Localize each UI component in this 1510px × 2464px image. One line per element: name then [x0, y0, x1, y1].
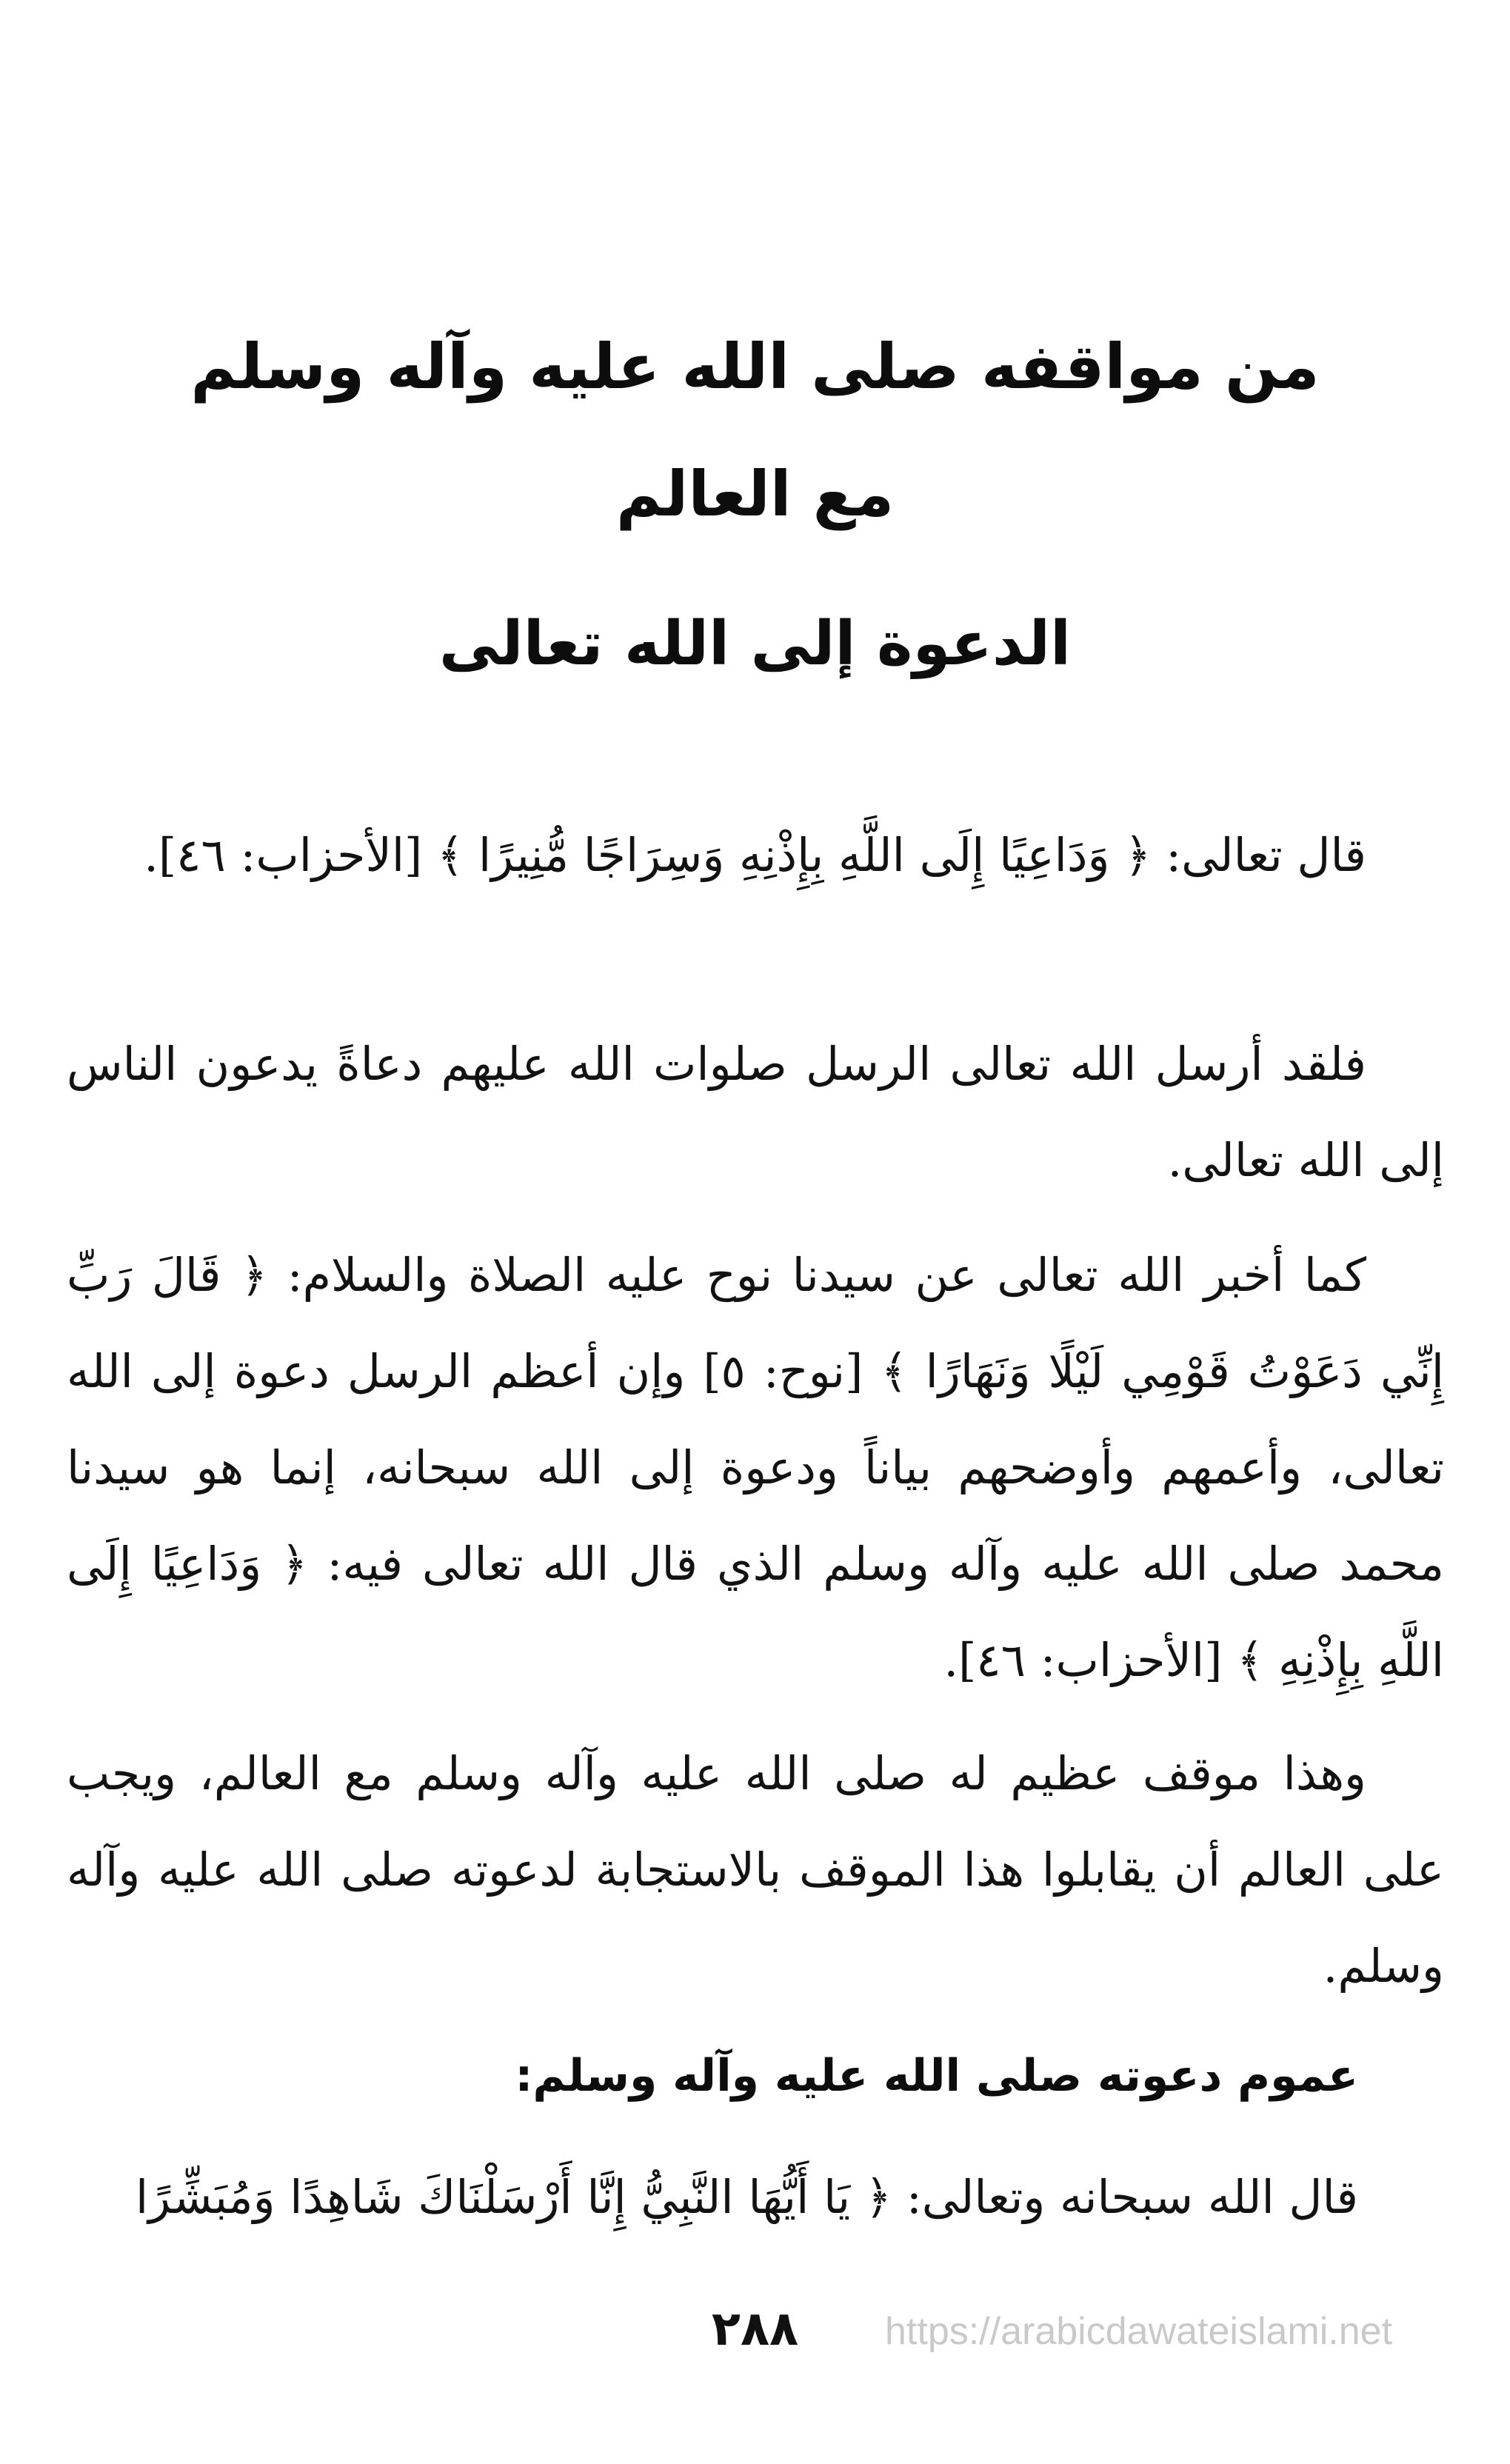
section-heading-general-call: عموم دعوته صلى الله عليه وآله وسلم:	[515, 2050, 1358, 2102]
quran-verse-ya-ayyuha-nabi: ﴿ يَا أَيُّهَا النَّبِيُّ إِنَّا أَرْسَلْنَاكَ شَاهِدًا وَمُبَشِّرًا	[135, 2170, 892, 2224]
chapter-title-line-2: مع العالم	[615, 458, 895, 530]
chapter-title-line-1: من مواقفه صلى الله عليه وآله وسلم	[190, 330, 1320, 403]
section-subtitle: الدعوة إلى الله تعالى	[438, 609, 1072, 679]
quran-verse-ahzab: ﴿ وَدَاعِيًا إِلَى اللَّهِ بِإِذْنِهِ وَسِرَاجًا مُّنِيرًا ﴾	[436, 828, 1152, 882]
quran-verse-ahzab-short: ﴿ وَدَاعِيًا إِلَى اللَّهِ بِإِذْنِهِ ﴾	[67, 1537, 1444, 1687]
paragraph-1-lead: قال تعالى:	[1151, 828, 1366, 882]
paragraph-2: فلقد أرسل الله تعالى الرسل صلوات الله عليهم دعاةً يدعون الناس إلى الله تعالى.	[67, 1037, 1444, 1187]
paragraph-5	[136, 2149, 1358, 2246]
page-number: ٢٨٨	[711, 2302, 799, 2357]
paragraph-3	[67, 1227, 1444, 1709]
paragraph-3-middle: [نوح: ٥] وإن أعظم الرسل دعوة إلى الله تعالى، وأعمهم وأوضحهم بياناً ودعوة إلى الله سبحانه، إنما هو سيدنا محمد صلى الله عليه وآله وسلم الذي قال الله تعالى فيه:	[67, 1344, 1445, 1591]
paragraph-5-lead: قال الله سبحانه وتعالى:	[892, 2170, 1358, 2224]
paragraph-1-reference: [الأحزاب: ٤٦].	[144, 828, 437, 882]
quran-verse-nuh: ﴿ قَالَ رَبِّ إِنِّي دَعَوْتُ قَوْمِي لَيْلًا وَنَهَارًا ﴾	[67, 1248, 1444, 1398]
paragraph-4: وهذا موقف عظيم له صلى الله عليه وآله وسلم مع العالم، ويجب على العالم أن يقابلوا هذا الموقف بالاستجابة لدعوته صلى الله عليه وآله وسلم.	[67, 1746, 1444, 1993]
paragraph-1	[67, 807, 1444, 904]
website-watermark: https://arabicdawateislami.net	[885, 2310, 1393, 2353]
paragraph-3-lead: كما أخبر الله تعالى عن سيدنا نوح عليه الصلاة والسلام:	[267, 1248, 1366, 1302]
paragraph-3-reference: [الأحزاب: ٤٦].	[943, 1633, 1237, 1687]
